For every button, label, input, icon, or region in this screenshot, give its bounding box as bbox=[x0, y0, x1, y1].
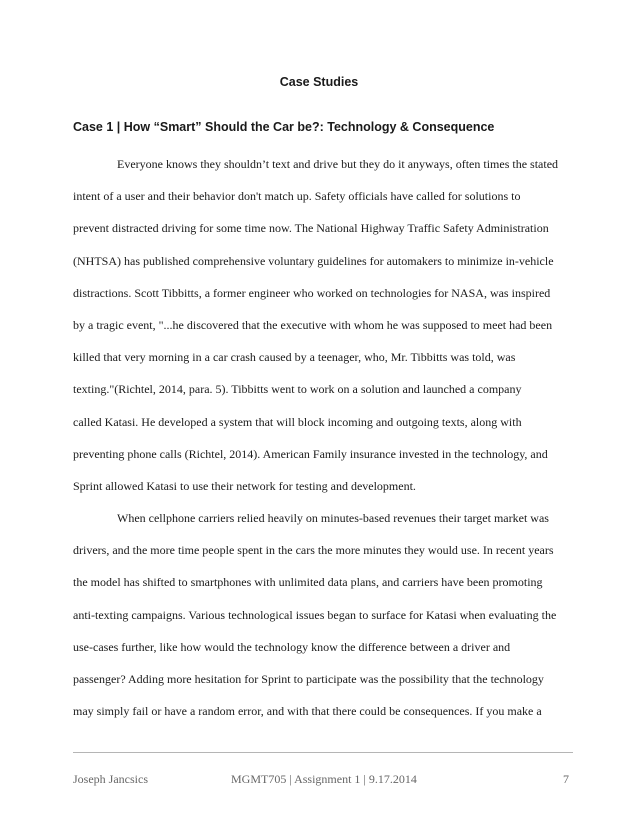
footer-divider bbox=[73, 752, 573, 753]
text-line: intent of a user and their behavior don't match up. Safety officials have called for solutions to bbox=[73, 189, 521, 204]
text-line: Sprint allowed Katasi to use their network for testing and development. bbox=[73, 478, 416, 493]
text-line: distractions. Scott Tibbitts, a former engineer who worked on technologies for NASA, was inspired bbox=[73, 285, 551, 300]
text-line: prevent distracted driving for some time now. The National Highway Traffic Safety Administration bbox=[73, 221, 549, 236]
footer-page-number: 7 bbox=[563, 772, 569, 786]
text-line: Everyone knows they shouldn’t text and drive but they do it anyways, often times the stated bbox=[117, 157, 559, 171]
text-line: anti-texting campaigns. Various technological issues began to surface for Katasi when evaluating the bbox=[73, 607, 557, 622]
text-line: preventing phone calls (Richtel, 2014). American Family insurance invested in the technology, and bbox=[73, 446, 548, 461]
text-line: called Katasi. He developed a system that will block incoming and outgoing texts, along with bbox=[73, 414, 522, 429]
text-line: the model has shifted to smartphones with unlimited data plans, and carriers have been promoting bbox=[73, 575, 543, 590]
text-line: texting."(Richtel, 2014, para. 5). Tibbitts went to work on a solution and launched a company bbox=[73, 382, 522, 397]
case-heading: Case 1 | How “Smart” Should the Car be?: Technology & Consequence bbox=[73, 120, 495, 134]
footer-author: Joseph Jancsics bbox=[73, 772, 148, 786]
text-line: use-cases further, like how would the technology know the difference between a driver and bbox=[73, 639, 511, 654]
footer-course-info: MGMT705 | Assignment 1 | 9.17.2014 bbox=[231, 772, 417, 786]
text-line: may simply fail or have a random error, and with that there could be consequences. If you make a bbox=[73, 704, 542, 719]
page-title: Case Studies bbox=[279, 75, 359, 89]
paragraph-1 bbox=[73, 148, 573, 502]
text-line: When cellphone carriers relied heavily on minutes-based revenues their target market was bbox=[117, 511, 549, 526]
text-line: passenger? Adding more hesitation for Sprint to participate was the possibility that the technology bbox=[73, 672, 544, 686]
body-text bbox=[73, 148, 573, 727]
page-footer bbox=[73, 772, 573, 788]
text-line: killed that very morning in a car crash caused by a teenager, who, Mr. Tibbitts was told, was bbox=[73, 350, 516, 365]
paragraph-2 bbox=[73, 502, 573, 727]
text-line: (NHTSA) has published comprehensive voluntary guidelines for automakers to minimize in-vehicle bbox=[73, 253, 554, 268]
text-line: by a tragic event, "...he discovered that the executive with whom he was supposed to meet had been bbox=[73, 317, 553, 332]
text-line: drivers, and the more time people spent in the cars the more minutes they would use. In recent years bbox=[73, 543, 554, 558]
